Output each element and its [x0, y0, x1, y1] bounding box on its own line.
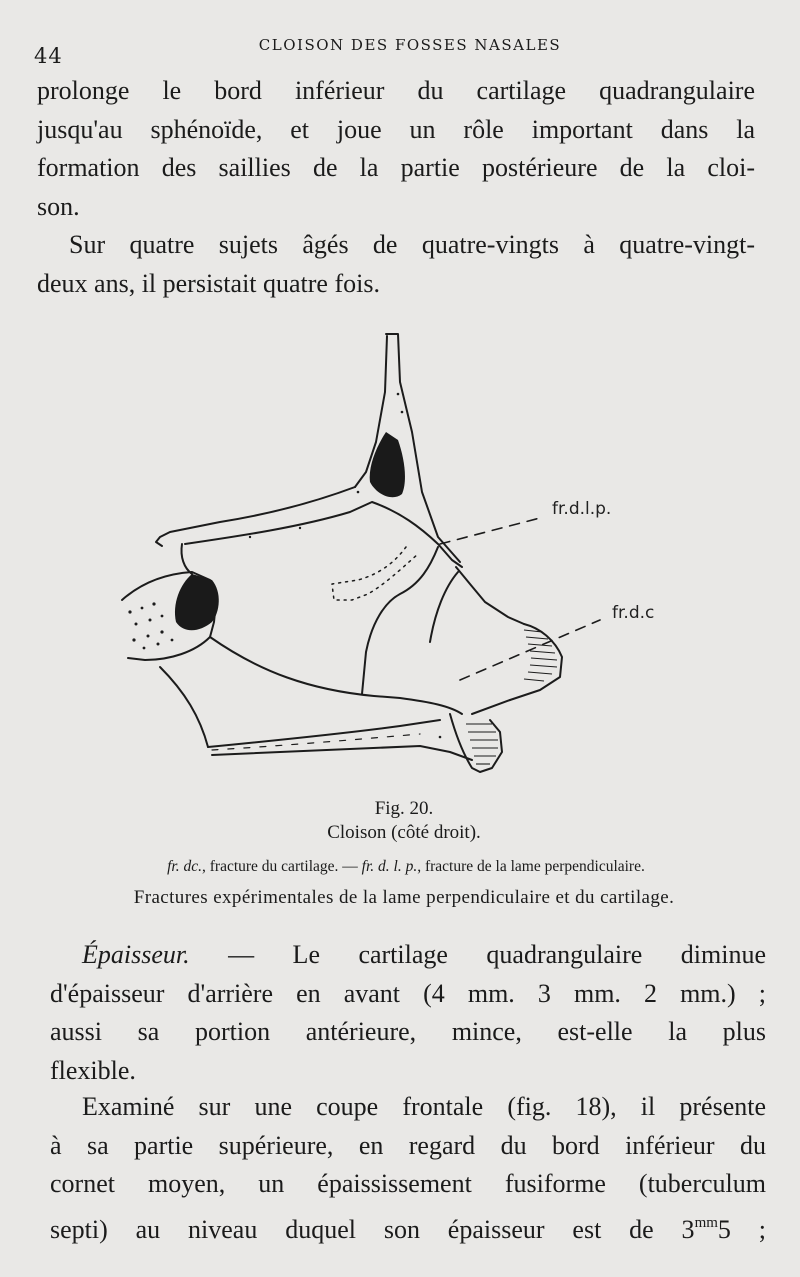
- text-line: aussi sa portion antérieure, mince, est-elle la plus: [50, 1017, 766, 1047]
- text-fragment: septi) au niveau duquel son épaisseur est de 3: [50, 1214, 695, 1244]
- cartilage-hatching: [466, 630, 557, 764]
- leader-line-fr-d-lp: [440, 518, 540, 544]
- fracture-line-inner: [430, 572, 458, 642]
- text-fragment: 5 ;: [717, 1214, 766, 1244]
- paragraph-4: [50, 1088, 766, 1249]
- section-title: Épaisseur.: [82, 940, 190, 969]
- running-title: CLOISON DES FOSSES NASALES: [258, 36, 562, 54]
- figure-legend: [66, 858, 746, 876]
- sphenoid-sinus-left: [175, 574, 219, 630]
- text-line: Examiné sur une coupe frontale (fig. 18), il présente: [82, 1092, 766, 1121]
- cartilage-right: [510, 624, 562, 700]
- legend-text-lame: , fracture de la lame perpendiculaire.: [417, 858, 645, 875]
- paragraph-3: [50, 936, 766, 1090]
- text-line: [50, 936, 766, 975]
- figure-illustration: [100, 322, 700, 787]
- figure-number: Fig. 20.: [374, 798, 434, 819]
- legend-abbr-fr-d-l-p: fr. d. l. p.: [361, 858, 418, 875]
- vomer-outline: [210, 637, 462, 714]
- text-line: jusqu'au sphénoïde, et joue un rôle important dans la: [37, 114, 755, 144]
- page-number: 44: [34, 44, 63, 68]
- figure-caption: Cloison (côté droit).: [327, 822, 481, 843]
- bottom-bar-upper: [208, 720, 440, 747]
- text-line: [50, 1204, 766, 1250]
- label-fr-d-lp: fr.d.l.p.: [552, 499, 612, 519]
- figure-description: Fractures expérimentales de la lame perpendiculaire et du cartilage.: [133, 887, 675, 908]
- nasal-spine-outline: [450, 714, 502, 772]
- leader-line-fr-d-c: [460, 620, 600, 680]
- left-knob-outline: [181, 544, 192, 574]
- label-fr-d-c: fr.d.c: [612, 603, 655, 623]
- upper-bar-inner: [185, 502, 462, 567]
- paragraph-1: [37, 72, 755, 226]
- text-line: flexible.: [50, 1055, 136, 1085]
- text-line: prolonge le bord inférieur du cartilage quadrangulaire: [37, 76, 755, 105]
- text-line: formation des saillies de la partie postérieure de la cloi-: [37, 153, 755, 183]
- lower-left-edge: [160, 667, 208, 747]
- text-line: deux ans, il persistait quatre fois.: [37, 268, 380, 298]
- upper-bar-outline: [156, 487, 355, 546]
- sphenoid-sinus-upper: [370, 432, 405, 497]
- legend-text-cartilage: , fracture du cartilage. —: [202, 858, 362, 875]
- legend-abbr-fr-dc: fr. dc.: [167, 858, 202, 875]
- text-line: à sa partie supérieure, en regard du bord inférieur du: [50, 1130, 766, 1160]
- text-line: d'épaisseur d'arrière en avant (4 mm. 3 mm. 2 mm.) ;: [50, 978, 766, 1008]
- septum-drawing: [100, 322, 700, 787]
- text-line: son.: [37, 191, 80, 221]
- unit-superscript: mm: [694, 1214, 718, 1231]
- fracture-line-cartilage: [362, 547, 438, 694]
- bottom-bar-lower: [212, 746, 472, 760]
- text-fragment: — Le cartilage quadrangulaire diminue: [189, 940, 766, 969]
- cartilage-front-edge: [456, 567, 524, 624]
- text-line: Sur quatre sujets âgés de quatre-vingts à quatre-vingt-: [69, 230, 755, 259]
- text-line: cornet moyen, un épaississement fusiforme (tuberculum: [50, 1169, 766, 1199]
- cartilage-lower: [472, 700, 510, 714]
- paragraph-2: [37, 226, 755, 303]
